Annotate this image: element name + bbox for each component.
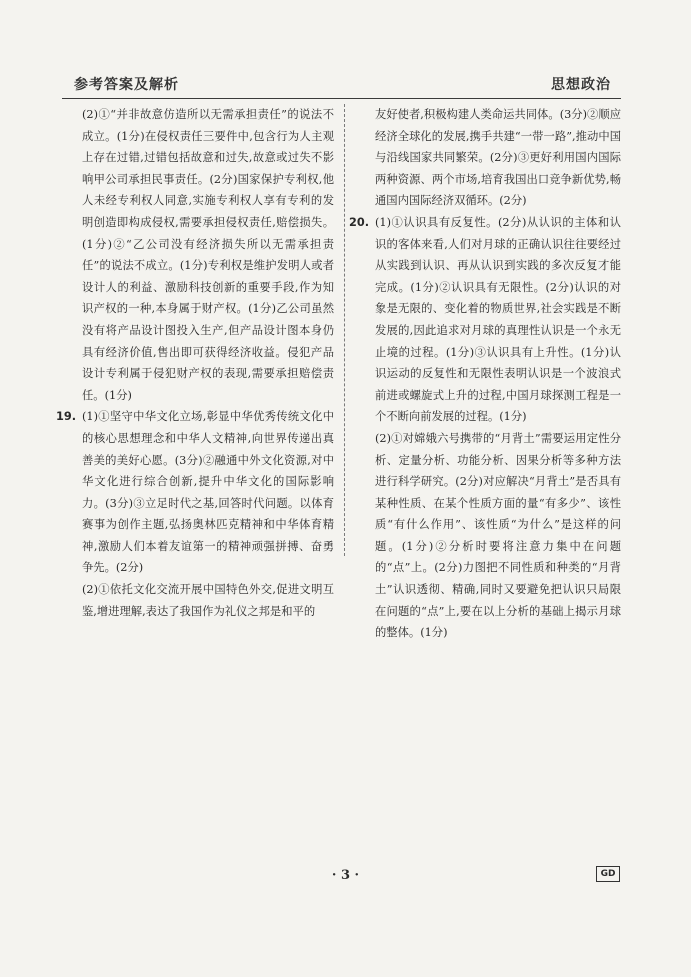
q20-part2-answer: (2)①对嫦娥六号携带的“月背土”需要运用定性分析、定量分析、功能分析、因果分析等多种方法进行科学研究。(2分)对应解决“月背土”是否具有某种性质、在某个性质方面的量“有多少”、该性质“有什么作用”、该性质“为什么”是这样的问题。(1分)②分析时要将注意力集中在问题的“点”上。(2分)力图把不同性质和种类的“月背土”认识透彻、精确,同时又要避免把认识只局限在问题的“点”上,要在以上分析的基础上揭示月球的整体。(1分)	[375, 431, 621, 640]
subject-title: 思想政治	[551, 77, 611, 93]
right-column	[349, 104, 621, 644]
page-header	[62, 70, 621, 99]
section-title: 参考答案及解析	[74, 77, 179, 93]
page-number: · 3 ·	[331, 868, 360, 883]
edition-code-badge: GD	[596, 866, 620, 882]
question-number: 20.	[349, 215, 370, 229]
q20-part1-answer: (1)①认识具有反复性。(2分)从认识的主体和认识的客体来看,人们对月球的正确认识往往要经过从实践到认识、再从认识到实践的多次反复才能完成。(1分)②认识具有无限性。(2分)认识的对象是无限的、变化着的物质世界,社会实践是不断发展的,因此追求对月球的真理性认识是一个永无止境的过程。(1分)③认识具有上升性。(1分)认识运动的反复性和无限性表明认识是一个波浪式前进或螺旋式上升的过程,中国月球探测工程是一个不断向前发展的过程。(1分)	[375, 215, 621, 424]
column-divider	[344, 104, 345, 556]
q19-part2-answer-cont: 友好使者,积极构建人类命运共同体。(3分)②顺应经济全球化的发展,携手共建“一带一路”,推动中国与沿线国家共同繁荣。(2分)③更好利用国内国际两种资源、两个市场,培育我国出口竞争新优势,畅通国内国际经济双循环。(2分)	[375, 108, 621, 208]
left-column	[56, 104, 334, 622]
question-19	[56, 406, 334, 622]
question-20	[349, 212, 621, 644]
q19-part2-answer-start: (2)①依托文化交流开展中国特色外交,促进文明互鉴,增进理解,表达了我国作为礼仪之邦是和平的	[82, 583, 334, 618]
q19-part1-answer: (1)①坚守中华文化立场,彰显中华优秀传统文化中的核心思想理念和中华人文精神,向世界传递出真善美的美好心愿。(3分)②融通中外文化资源,对中华文化进行综合创新,提升中华文化的国际影响力。(3分)③立足时代之基,回答时代问题。以体育赛事为创作主题,弘扬奥林匹克精神和中华体育精神,激励人们本着友谊第一的精神顽强拼搏、奋勇争先。(2分)	[82, 410, 334, 575]
q18-part2-answer: (2)①“并非故意仿造所以无需承担责任”的说法不成立。(1分)在侵权责任三要件中,包含行为人主观上存在过错,过错包括故意和过失,故意或过失不影响甲公司承担民事责任。(2分)国家保护专利权,他人未经专利权人同意,实施专利权人享有专利的发明创造即构成侵权,需要承担侵权责任,赔偿损失。(1分)②“乙公司没有经济损失所以无需承担责任”的说法不成立。(1分)专利权是维护发明人或者设计人的利益、激励科技创新的重要手段,作为知识产权的一种,本身属于财产权。(1分)乙公司虽然没有将产品设计图投入生产,但产品设计图本身仍具有经济价值,售出即可获得经济收益。侵犯产品设计专利属于侵犯财产权的表现,需要承担赔偿责任。(1分)	[82, 108, 334, 402]
question-number: 19.	[56, 410, 77, 424]
